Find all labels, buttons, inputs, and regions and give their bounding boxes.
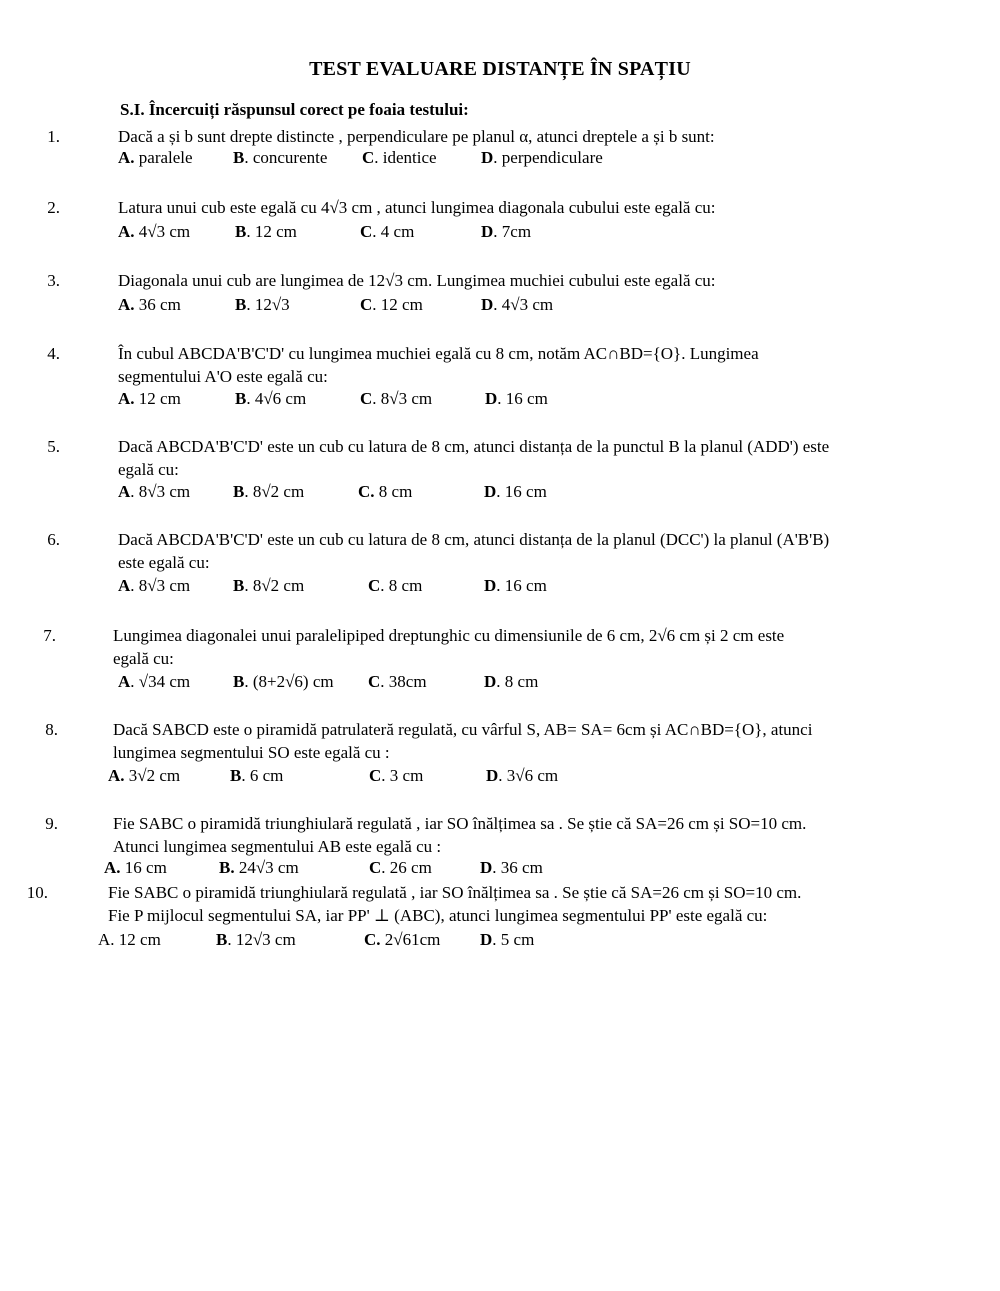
option-letter: C: [362, 148, 375, 167]
option-letter: B.: [219, 858, 235, 877]
option-letter: B: [233, 672, 245, 691]
answer-options: [0, 482, 1000, 505]
answer-options: [0, 930, 1000, 953]
question-number: 9.: [45, 814, 58, 833]
question-text: Lungimea diagonalei unui paralelipiped dreptunghic cu dimensiunile de 6 cm, 2√6 cm și 2 cm este: [113, 626, 785, 645]
question-number: 4.: [47, 344, 60, 363]
option-letter: A: [118, 672, 131, 691]
option-letter: A.: [118, 148, 135, 167]
question-text: Dacă a și b sunt drepte distincte , perpendiculare pe planul α, atunci dreptele a și b sunt:: [118, 127, 715, 146]
answer-option[interactable]: [118, 672, 190, 692]
option-letter: C.: [364, 930, 381, 949]
question-number: 2.: [47, 198, 60, 217]
option-text: . 4 cm: [372, 222, 415, 241]
answer-option[interactable]: [360, 222, 414, 242]
answer-option[interactable]: [233, 576, 304, 596]
option-text: 24√3 cm: [234, 858, 299, 877]
option-letter: C: [368, 672, 381, 691]
answer-options: [0, 858, 1000, 881]
answer-options: [0, 295, 1000, 318]
option-text: . 26 cm: [381, 858, 432, 877]
option-letter: B: [216, 930, 228, 949]
answer-options: [0, 672, 1000, 695]
question-text: În cubul ABCDA'B'C'D' cu lungimea muchiei egală cu 8 cm, notăm AC∩BD={O}. Lungimea: [118, 344, 759, 363]
section-heading: S.I. Încercuiți răspunsul corect pe foaia testului:: [120, 100, 469, 119]
option-text: . 4√3 cm: [493, 295, 554, 314]
option-letter: A.: [118, 389, 135, 408]
option-letter: D: [480, 858, 493, 877]
option-letter: D: [481, 222, 494, 241]
answer-option[interactable]: [118, 389, 181, 409]
answer-option[interactable]: [360, 295, 423, 315]
question-text: egală cu:: [113, 649, 174, 668]
option-letter: C: [368, 576, 381, 595]
answer-option[interactable]: [480, 858, 543, 878]
option-letter: D: [484, 672, 497, 691]
question-text: Dacă SABCD este o piramidă patrulateră regulată, cu vârful S, AB= SA= 6cm și AC∩BD={O}, atunci: [113, 720, 813, 739]
answer-option[interactable]: [118, 295, 181, 315]
option-letter: D: [484, 482, 497, 501]
option-text: . 12 cm: [246, 222, 297, 241]
answer-option[interactable]: [233, 148, 327, 168]
option-letter: D: [486, 766, 499, 785]
option-text: . 12√3: [246, 295, 290, 314]
option-letter: C: [369, 766, 382, 785]
option-text: . 8 cm: [496, 672, 539, 691]
question-text: segmentului A'O este egală cu:: [118, 367, 328, 386]
option-letter: C: [369, 858, 382, 877]
answer-option[interactable]: [360, 389, 432, 409]
option-letter: B: [235, 295, 247, 314]
question-text: Dacă ABCDA'B'C'D' este un cub cu latura de 8 cm, atunci distanța de la punctul B la planul (ADD') este: [118, 437, 830, 456]
page-title: TEST EVALUARE DISTANȚE ÎN SPAȚIU: [309, 58, 691, 80]
answer-option[interactable]: [216, 930, 296, 950]
answer-option[interactable]: [485, 389, 548, 409]
option-text: . 5 cm: [492, 930, 535, 949]
option-text: 36 cm: [134, 295, 181, 314]
option-text: . (8+2√6) cm: [244, 672, 334, 691]
question-number: 7.: [43, 626, 56, 645]
option-letter: C: [360, 222, 373, 241]
option-letter: A.: [118, 295, 135, 314]
option-letter: D: [481, 295, 494, 314]
answer-option[interactable]: [358, 482, 412, 502]
option-letter: B: [233, 148, 245, 167]
option-letter: C: [360, 389, 373, 408]
option-text: . 16 cm: [497, 389, 548, 408]
option-text: . 8 cm: [380, 576, 423, 595]
answer-options: [0, 222, 1000, 245]
answer-option[interactable]: [362, 148, 437, 168]
question-number: 5.: [47, 437, 60, 456]
option-text: 16 cm: [120, 858, 167, 877]
option-text: . perpendiculare: [493, 148, 603, 167]
answer-option[interactable]: [486, 766, 558, 786]
option-text: . 8√3 cm: [130, 576, 191, 595]
answer-options: [0, 766, 1000, 789]
question-number: 6.: [47, 530, 60, 549]
option-letter: A: [118, 576, 131, 595]
option-text: . 8√2 cm: [244, 576, 305, 595]
question-text: Diagonala unui cub are lungimea de 12√3 cm. Lungimea muchiei cubului este egală cu:: [118, 271, 716, 290]
answer-option[interactable]: [481, 148, 603, 168]
option-letter: B: [235, 389, 247, 408]
question-text: este egală cu:: [118, 553, 210, 572]
option-text: . 3√6 cm: [498, 766, 559, 785]
option-letter: D: [485, 389, 498, 408]
option-text: . 36 cm: [492, 858, 543, 877]
answer-option[interactable]: [230, 766, 283, 786]
question-text: Fie P mijlocul segmentului SA, iar PP' ⊥ (ABC), atunci lungimea segmentului PP' este egală cu:: [108, 906, 768, 925]
answer-option[interactable]: [118, 148, 193, 168]
answer-option[interactable]: [235, 222, 297, 242]
answer-option[interactable]: [233, 482, 304, 502]
answer-option[interactable]: [484, 672, 538, 692]
option-letter: A: [118, 482, 131, 501]
answer-options: [0, 389, 1000, 412]
question-text: Atunci lungimea segmentului AB este egală cu :: [113, 837, 442, 856]
option-text: . identice: [374, 148, 437, 167]
option-text: . 8√3 cm: [372, 389, 433, 408]
option-text: . 16 cm: [496, 576, 547, 595]
option-text: . 6 cm: [241, 766, 284, 785]
answer-options: [0, 148, 1000, 171]
answer-option[interactable]: [118, 482, 190, 502]
option-text: . 4√6 cm: [246, 389, 307, 408]
answer-option[interactable]: [364, 930, 440, 950]
option-text: . 38cm: [380, 672, 427, 691]
answer-option[interactable]: [480, 930, 534, 950]
option-letter: C: [360, 295, 373, 314]
answer-option[interactable]: [368, 672, 427, 692]
option-letter: B: [230, 766, 242, 785]
option-text: . √34 cm: [130, 672, 191, 691]
option-text: A. 12 cm: [98, 930, 161, 949]
option-letter: D: [481, 148, 494, 167]
answer-option[interactable]: [484, 576, 547, 596]
option-text: 2√61cm: [380, 930, 441, 949]
answer-option[interactable]: [235, 389, 306, 409]
answer-option[interactable]: [118, 576, 190, 596]
option-text: 8 cm: [374, 482, 413, 501]
answer-option[interactable]: [108, 766, 180, 786]
question-number: 10.: [26, 883, 48, 902]
answer-option[interactable]: [104, 858, 167, 878]
question-text: Fie SABC o piramidă triunghiulară regulată , iar SO înălțimea sa . Se știe că SA=26 cm și SO=10 cm.: [108, 883, 802, 902]
question-text: lungimea segmentului SO este egală cu :: [113, 743, 390, 762]
answer-option[interactable]: [233, 672, 334, 692]
option-text: . 3 cm: [381, 766, 424, 785]
answer-option[interactable]: [481, 222, 531, 242]
question-number: 8.: [45, 720, 58, 739]
option-text: 4√3 cm: [134, 222, 191, 241]
option-text: . 16 cm: [496, 482, 547, 501]
answer-option[interactable]: [235, 295, 290, 315]
option-letter: A.: [108, 766, 125, 785]
question-text: Latura unui cub este egală cu 4√3 cm , atunci lungimea diagonala cubului este egală cu:: [118, 198, 716, 217]
question-text: Fie SABC o piramidă triunghiulară regulată , iar SO înălțimea sa . Se știe că SA=26 cm și SO=10 cm.: [113, 814, 807, 833]
option-letter: A.: [104, 858, 121, 877]
answer-option[interactable]: [98, 930, 161, 950]
question-text: egală cu:: [118, 460, 179, 479]
option-letter: A.: [118, 222, 135, 241]
option-letter: B: [233, 482, 245, 501]
option-text: . 8√3 cm: [130, 482, 191, 501]
question-text: Dacă ABCDA'B'C'D' este un cub cu latura de 8 cm, atunci distanța de la planul (DCC') la planul (A'B'B): [118, 530, 830, 549]
answer-option[interactable]: [369, 858, 432, 878]
option-letter: C.: [358, 482, 375, 501]
answer-options: [0, 576, 1000, 599]
answer-option[interactable]: [484, 482, 547, 502]
option-text: . 12√3 cm: [227, 930, 296, 949]
option-letter: D: [480, 930, 493, 949]
option-text: paralele: [134, 148, 193, 167]
option-text: . concurente: [244, 148, 328, 167]
option-text: 12 cm: [134, 389, 181, 408]
option-text: 3√2 cm: [124, 766, 181, 785]
option-text: . 7cm: [493, 222, 532, 241]
option-letter: B: [235, 222, 247, 241]
option-text: . 8√2 cm: [244, 482, 305, 501]
question-number: 3.: [47, 271, 60, 290]
answer-option[interactable]: [219, 858, 299, 878]
answer-option[interactable]: [481, 295, 553, 315]
answer-option[interactable]: [118, 222, 190, 242]
option-letter: B: [233, 576, 245, 595]
question-number: 1.: [47, 127, 60, 146]
option-letter: D: [484, 576, 497, 595]
answer-option[interactable]: [369, 766, 423, 786]
option-text: . 12 cm: [372, 295, 423, 314]
answer-option[interactable]: [368, 576, 422, 596]
